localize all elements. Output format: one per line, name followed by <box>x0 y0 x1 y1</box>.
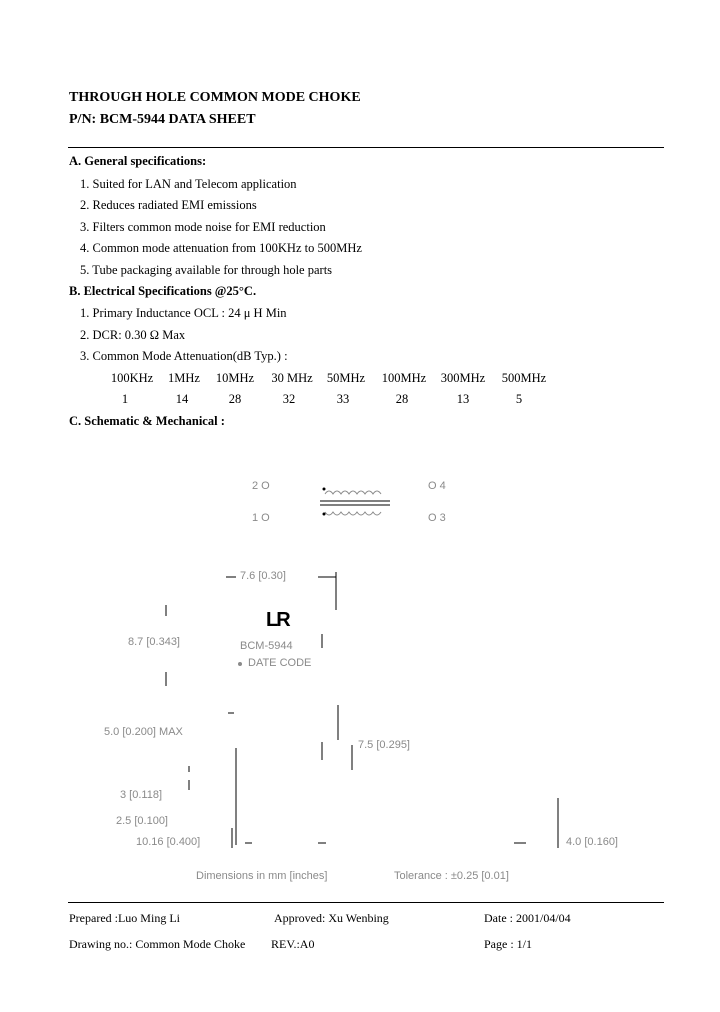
freq-cell: 300MHz <box>440 371 486 385</box>
value-cell: 28 <box>228 392 242 406</box>
coil-bottom <box>325 512 381 515</box>
dim-top-width: 7.6 [0.30] <box>240 570 286 582</box>
tolerance-note: Tolerance : ±0.25 [0.01] <box>394 870 509 882</box>
value-cell: 5 <box>515 392 523 406</box>
pin-label-4: O 4 <box>428 480 446 492</box>
footer-rule <box>68 902 664 903</box>
freq-cell: 100KHz <box>110 371 154 385</box>
electrical-heading: B. Electrical Specifications @25°C. <box>69 284 257 298</box>
dim-lead-length: 4.0 [0.160] <box>566 836 618 848</box>
document-title: THROUGH HOLE COMMON MODE CHOKE <box>69 90 361 105</box>
polarity-dot-top <box>323 488 326 491</box>
value-cell: 14 <box>175 392 189 406</box>
general-item-1: 1. Suited for LAN and Telecom application <box>80 177 297 191</box>
value-cell: 1 <box>121 392 129 406</box>
drawing-number: Drawing no.: Common Mode Choke <box>69 937 246 951</box>
part-marking: BCM-5944 <box>240 640 293 652</box>
page-number: Page : 1/1 <box>484 937 532 951</box>
value-cell: 32 <box>282 392 296 406</box>
polarity-dot-bottom <box>323 513 326 516</box>
date-marking: DATE CODE <box>248 657 312 669</box>
freq-cell: 500MHz <box>501 371 547 385</box>
value-cell: 28 <box>395 392 409 406</box>
general-item-2: 2. Reduces radiated EMI emissions <box>80 198 257 212</box>
coil-top <box>325 491 381 494</box>
freq-cell: 50MHz <box>326 371 366 385</box>
value-cell: 13 <box>456 392 470 406</box>
document-date: Date : 2001/04/04 <box>484 911 571 925</box>
dim-height: 8.7 [0.343] <box>128 636 180 648</box>
revision: REV.:A0 <box>271 937 315 951</box>
value-cell: 33 <box>336 392 350 406</box>
general-item-4: 4. Common mode attenuation from 100KHz to 500MHz <box>80 241 362 255</box>
general-item-3: 3. Filters common mode noise for EMI reduction <box>80 220 326 234</box>
freq-cell: 30 MHz <box>271 371 313 385</box>
dim-offset: 3 [0.118] <box>120 789 162 801</box>
pin-label-2: 2 O <box>252 480 270 492</box>
document-subtitle: P/N: BCM-5944 DATA SHEET <box>69 112 256 127</box>
dcr-spec: 2. DCR: 0.30 Ω Max <box>80 328 186 342</box>
units-note: Dimensions in mm [inches] <box>196 870 328 882</box>
schematic-heading: C. Schematic & Mechanical : <box>69 414 225 428</box>
pin-label-1: 1 O <box>252 512 270 524</box>
attenuation-label: 3. Common Mode Attenuation(dB Typ.) : <box>80 349 288 363</box>
general-item-5: 5. Tube packaging available for through hole parts <box>80 263 333 277</box>
prepared-by: Prepared :Luo Ming Li <box>69 911 180 925</box>
pin-label-3: O 3 <box>428 512 446 524</box>
freq-cell: 1MHz <box>168 371 200 385</box>
dim-pin-span: 10.16 [0.400] <box>136 836 201 848</box>
dim-pin-pitch: 2.5 [0.100] <box>116 815 168 827</box>
manufacturer-logo: LR <box>266 609 289 631</box>
freq-cell: 100MHz <box>381 371 427 385</box>
freq-cell: 10MHz <box>215 371 255 385</box>
approved-by: Approved: Xu Wenbing <box>274 911 389 925</box>
inductance-spec: 1. Primary Inductance OCL : 24 μ H Min <box>80 306 287 320</box>
dim-pin-spacing: 5.0 [0.200] MAX <box>104 726 183 738</box>
general-heading: A. General specifications: <box>69 154 207 168</box>
dim-body-depth: 7.5 [0.295] <box>358 739 410 751</box>
